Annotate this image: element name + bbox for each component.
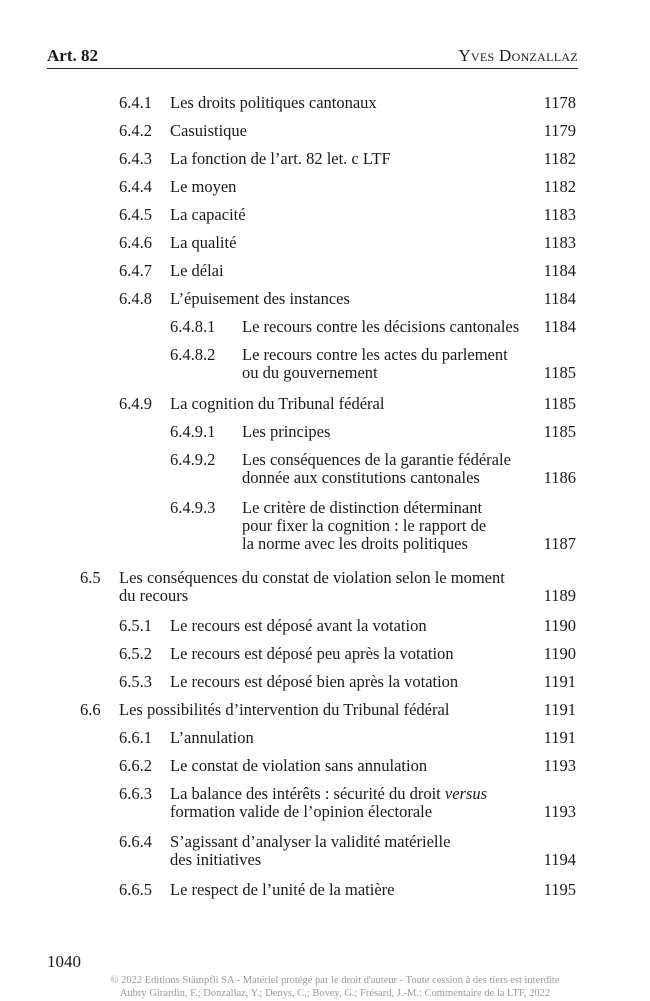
toc-entry-page: 1179 — [543, 121, 576, 140]
toc-entry-page: 1190 — [543, 616, 576, 635]
toc-entry-page: 1191 — [543, 672, 576, 691]
toc-entry-title: Le recours est déposé peu après la votation — [170, 644, 454, 663]
toc-entry-number: 6.4.8 — [119, 289, 152, 308]
toc-entry-number: 6.5 — [80, 568, 101, 587]
page-number: 1040 — [47, 952, 81, 971]
toc-entry-title: Les droits politiques cantonaux — [170, 93, 377, 112]
toc-entry-title: La qualité — [170, 233, 237, 252]
article-label: Art. 82 — [47, 46, 98, 65]
toc-entry-number: 6.4.8.2 — [170, 345, 216, 364]
toc-entry-title: L’annulation — [170, 728, 254, 747]
toc-entry-page: 1182 — [543, 177, 576, 196]
toc-entry-page: 1189 — [543, 586, 576, 605]
toc-entry-number: 6.4.2 — [119, 121, 152, 140]
toc-entry-title: L’épuisement des instances — [170, 289, 350, 308]
running-header — [47, 46, 578, 69]
toc-entry-page: 1190 — [543, 644, 576, 663]
toc-entry-title: donnée aux constitutions cantonales — [242, 468, 480, 487]
toc-entry-page: 1184 — [543, 317, 576, 336]
toc-entry-number: 6.5.3 — [119, 672, 152, 691]
toc-entry-title: La capacité — [170, 205, 246, 224]
toc-entry-title: La fonction de l’art. 82 let. c LTF — [170, 149, 391, 168]
copyright-notice: © 2022 Editions Stämpfli SA - Matériel protégé par le droit d'auteur - Toute cession à des tiers est interdite — [110, 975, 560, 986]
toc-entry-page: 1178 — [543, 93, 576, 112]
toc-entry-page: 1184 — [543, 289, 576, 308]
toc-entry-title: formation valide de l’opinion électorale — [170, 802, 433, 821]
toc-entry-number: 6.6.5 — [119, 880, 152, 899]
toc-entry-number: 6.6.4 — [119, 832, 152, 851]
toc-entry-title: Les possibilités d’intervention du Tribunal fédéral — [119, 700, 450, 719]
toc-entry-number: 6.6 — [80, 700, 101, 719]
toc-entry-page: 1191 — [543, 728, 576, 747]
toc-entry-page: 1183 — [543, 233, 576, 252]
toc-entry-number: 6.4.9 — [119, 394, 152, 413]
toc-entry-title: Le recours est déposé bien après la votation — [170, 672, 459, 691]
toc-entry-page: 1194 — [543, 850, 576, 869]
toc-entry-number: 6.4.4 — [119, 177, 152, 196]
toc-entry-page: 1195 — [543, 880, 576, 899]
toc-entry-title: Casuistique — [170, 121, 247, 140]
toc-entry-title: Les principes — [242, 422, 331, 441]
toc-entry-page: 1185 — [543, 394, 576, 413]
toc-entry-title: Le constat de violation sans annulation — [170, 756, 428, 775]
toc-entry-title: ou du gouvernement — [242, 363, 378, 382]
toc-entry-title: Les conséquences de la garantie fédérale — [242, 450, 511, 469]
toc-entry-title: Le moyen — [170, 177, 237, 196]
author-name: Yves Donzallaz — [458, 46, 578, 65]
toc-entry-title: S’agissant d’analyser la validité matérielle — [170, 832, 451, 851]
toc-entry-title: la norme avec les droits politiques — [242, 534, 468, 553]
toc-entry-page: 1193 — [543, 802, 576, 821]
toc-entry-number: 6.4.9.1 — [170, 422, 216, 441]
toc-entry-title: Le recours contre les actes du parlement — [242, 345, 508, 364]
toc-entry-page: 1185 — [543, 363, 576, 382]
toc-entry-title: Le délai — [170, 261, 224, 280]
toc-entry-title: Le respect de l’unité de la matière — [170, 880, 395, 899]
toc-entry-page: 1182 — [543, 149, 576, 168]
citation-notice: Aubry Girardin, F.; Donzallaz, Y.; Denys, C.; Bovey, G.; Frésard, J.-M.: Commentaire de la LTF, 2022 — [119, 988, 551, 999]
toc-entry-page: 1185 — [543, 422, 576, 441]
toc-entry-number: 6.4.8.1 — [170, 317, 216, 336]
toc-entry-number: 6.6.3 — [119, 784, 152, 803]
toc-entry-number: 6.4.6 — [119, 233, 152, 252]
toc-entry-page: 1193 — [543, 756, 576, 775]
toc-entry-number: 6.4.5 — [119, 205, 152, 224]
toc-entry-number: 6.4.7 — [119, 261, 152, 280]
toc-entry-title: Le recours est déposé avant la votation — [170, 616, 427, 635]
toc-entry-page: 1184 — [543, 261, 576, 280]
toc-entry-number: 6.6.1 — [119, 728, 152, 747]
toc-entry-number: 6.5.2 — [119, 644, 152, 663]
toc-entry-page: 1191 — [543, 700, 576, 719]
toc-entry-title: des initiatives — [170, 850, 262, 869]
toc-entry-number: 6.4.9.3 — [170, 498, 216, 517]
toc-entry-page: 1187 — [543, 534, 576, 553]
toc-entry-number: 6.5.1 — [119, 616, 152, 635]
toc-entry-page: 1183 — [543, 205, 576, 224]
toc-entry-title: La balance des intérêts : sécurité du droit versus — [170, 784, 488, 803]
toc-entry-number: 6.4.1 — [119, 93, 152, 112]
toc-entry-title: Les conséquences du constat de violation selon le moment — [119, 568, 505, 587]
toc-entry-title: pour fixer la cognition : le rapport de — [242, 516, 487, 535]
toc-entry-title: du recours — [119, 586, 189, 605]
toc-entry-title: Le critère de distinction déterminant — [242, 498, 483, 517]
toc-entry-number: 6.6.2 — [119, 756, 152, 775]
toc-entry-title: Le recours contre les décisions cantonales — [242, 317, 520, 336]
toc-entry-page: 1186 — [543, 468, 576, 487]
toc-entry-number: 6.4.3 — [119, 149, 152, 168]
toc-entry-title: La cognition du Tribunal fédéral — [170, 394, 385, 413]
toc-entry-number: 6.4.9.2 — [170, 450, 216, 469]
